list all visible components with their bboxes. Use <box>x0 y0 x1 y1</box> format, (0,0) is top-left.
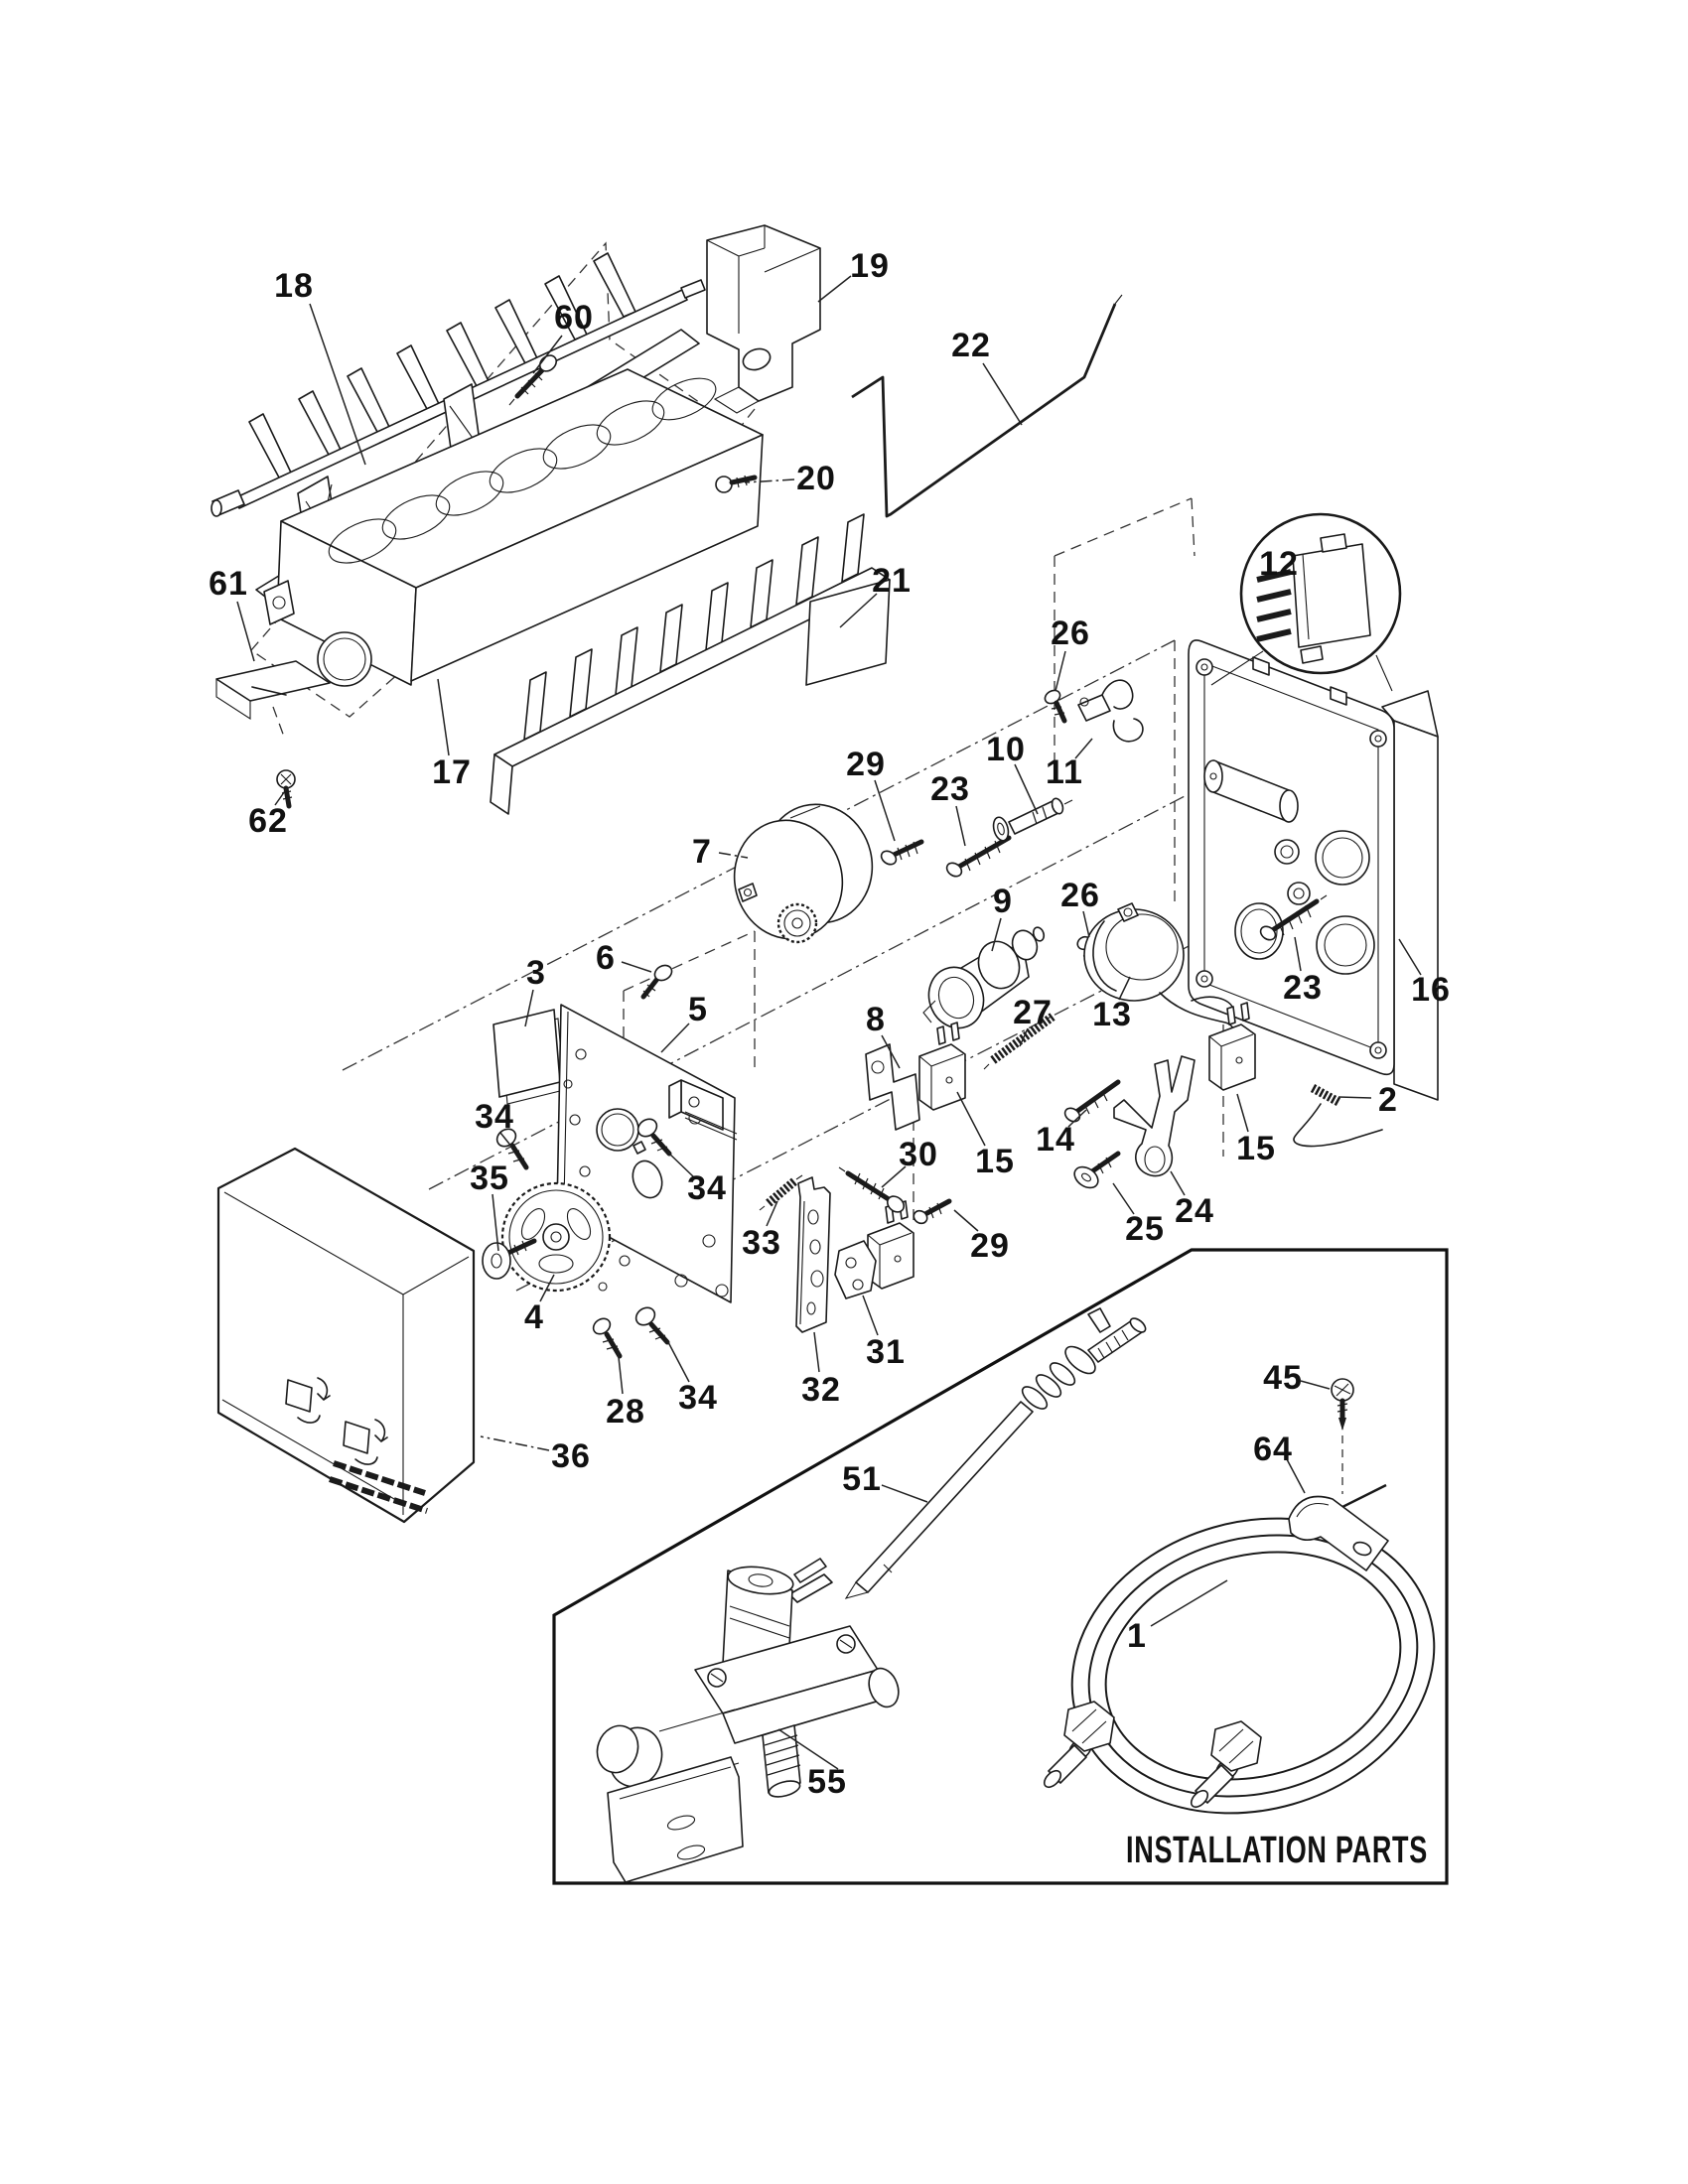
shutoff-linkage-8 <box>866 1044 919 1130</box>
part-label-22-3: 22 <box>951 327 991 364</box>
leader-line-34-40 <box>668 1342 689 1382</box>
part-label-21-5: 21 <box>872 562 912 600</box>
part-label-51-44: 51 <box>842 1460 882 1498</box>
wire-clip-11 <box>1078 680 1143 742</box>
part-label-9-16: 9 <box>993 883 1013 920</box>
motor-7 <box>722 793 885 951</box>
part-label-11-12: 11 <box>1046 753 1083 791</box>
leader-line-61-6 <box>237 602 254 661</box>
screw-28 <box>591 1315 620 1356</box>
part-label-13-18: 13 <box>1092 996 1132 1033</box>
part-label-16-20: 16 <box>1411 971 1451 1009</box>
leader-line-17-8 <box>438 679 449 755</box>
screw-29a <box>879 842 921 868</box>
part-label-26-10: 26 <box>1051 614 1090 652</box>
tube-clamp-64 <box>1289 1485 1388 1570</box>
installation-parts-caption: INSTALLATION PARTS <box>1126 1830 1428 1871</box>
leader-line-22-3 <box>983 363 1022 425</box>
part-label-2-33: 2 <box>1378 1081 1398 1119</box>
screw-26a <box>1043 688 1064 721</box>
part-label-25-35: 25 <box>1125 1210 1165 1248</box>
part-label-34-26: 34 <box>475 1098 514 1136</box>
part-label-20-4: 20 <box>796 460 836 497</box>
part-label-33-36: 33 <box>742 1224 781 1262</box>
part-label-34-28: 34 <box>687 1169 727 1207</box>
switch-15b <box>1209 1003 1255 1090</box>
leader-line-26-17 <box>1083 911 1089 937</box>
part-label-23-14: 23 <box>930 770 970 808</box>
part-label-36-43: 36 <box>551 1437 591 1475</box>
part-label-15-32: 15 <box>1236 1130 1276 1167</box>
part-label-64-46: 64 <box>1253 1431 1293 1468</box>
part-label-45-45: 45 <box>1263 1359 1303 1397</box>
leader-line-51-44 <box>882 1485 927 1502</box>
shield-plate-61 <box>216 661 330 719</box>
leader-line-2-33 <box>1338 1097 1371 1098</box>
screw-45 <box>1332 1379 1353 1431</box>
plate-31 <box>835 1241 876 1298</box>
part-label-24-34: 24 <box>1175 1192 1214 1230</box>
screw-34c <box>633 1304 667 1342</box>
leader-line-32-41 <box>814 1332 819 1372</box>
screw-29b <box>912 1201 949 1226</box>
part-label-60-1: 60 <box>554 299 594 337</box>
leader-line-31-42 <box>863 1296 878 1335</box>
front-cover-36 <box>218 1149 474 1522</box>
part-label-14-31: 14 <box>1036 1121 1075 1159</box>
part-label-7-15: 7 <box>692 833 712 871</box>
leader-line-26-10 <box>1055 651 1065 691</box>
screw-23a <box>944 838 1009 880</box>
leader-line-36-43 <box>481 1436 549 1450</box>
part-label-10-11: 10 <box>986 731 1026 768</box>
leader-line-6-22 <box>622 962 651 972</box>
leader-line-5-23 <box>661 1024 689 1052</box>
leader-line-19-2 <box>818 276 851 302</box>
leader-line-45-45 <box>1301 1381 1330 1389</box>
leader-line-15-30 <box>957 1092 985 1146</box>
part-label-62-7: 62 <box>248 802 288 840</box>
part-label-30-29: 30 <box>899 1136 938 1173</box>
leader-line-1-47 <box>1151 1580 1227 1626</box>
part-label-6-22: 6 <box>596 939 616 977</box>
switch-15c <box>868 1201 914 1289</box>
mounting-bracket-32 <box>796 1177 830 1332</box>
supply-tubing-coil-1 <box>1037 1477 1470 1855</box>
part-label-19-2: 19 <box>850 247 890 285</box>
spring-33 <box>760 1175 802 1210</box>
support-bracket-19 <box>707 225 820 413</box>
label-plate-3 <box>493 1010 564 1104</box>
part-label-27-25: 27 <box>1013 994 1053 1031</box>
leader-line-10-11 <box>1015 764 1038 814</box>
part-label-5-23: 5 <box>688 991 708 1028</box>
part-label-32-41: 32 <box>801 1371 841 1409</box>
tube-fitting-a <box>1042 1702 1114 1790</box>
part-label-28-39: 28 <box>606 1393 645 1431</box>
part-label-4-38: 4 <box>524 1298 544 1336</box>
part-label-23-19: 23 <box>1283 969 1323 1007</box>
part-label-31-42: 31 <box>866 1333 906 1371</box>
part-label-34-40: 34 <box>678 1379 718 1417</box>
part-label-35-27: 35 <box>470 1160 509 1197</box>
ice-mold <box>264 369 763 686</box>
switch-15a <box>919 1023 965 1110</box>
part-label-17-8: 17 <box>432 753 472 791</box>
part-label-26-17: 26 <box>1060 877 1100 914</box>
part-label-12-9: 12 <box>1259 545 1299 583</box>
water-valve-55 <box>591 1559 904 1882</box>
part-label-29-37: 29 <box>970 1227 1010 1265</box>
drive-gear-4 <box>502 1183 610 1291</box>
leader-line-15-32 <box>1237 1094 1248 1132</box>
screw-62 <box>277 770 295 806</box>
screw-25 <box>1070 1154 1118 1192</box>
part-label-55-48: 55 <box>807 1763 847 1801</box>
leader-line-23-14 <box>956 806 965 846</box>
screw-14 <box>1062 1082 1118 1125</box>
part-label-61-6: 61 <box>209 565 248 603</box>
shoulder-screw-10 <box>991 797 1072 843</box>
spring-2 <box>1294 1088 1382 1146</box>
part-label-18-0: 18 <box>274 267 314 305</box>
part-label-8-24: 8 <box>866 1001 886 1038</box>
part-label-3-21: 3 <box>526 954 546 992</box>
ejector-lever-24 <box>1114 1056 1195 1176</box>
part-label-1-47: 1 <box>1127 1617 1147 1655</box>
part-label-29-13: 29 <box>846 746 886 783</box>
part-label-15-30: 15 <box>975 1143 1015 1180</box>
